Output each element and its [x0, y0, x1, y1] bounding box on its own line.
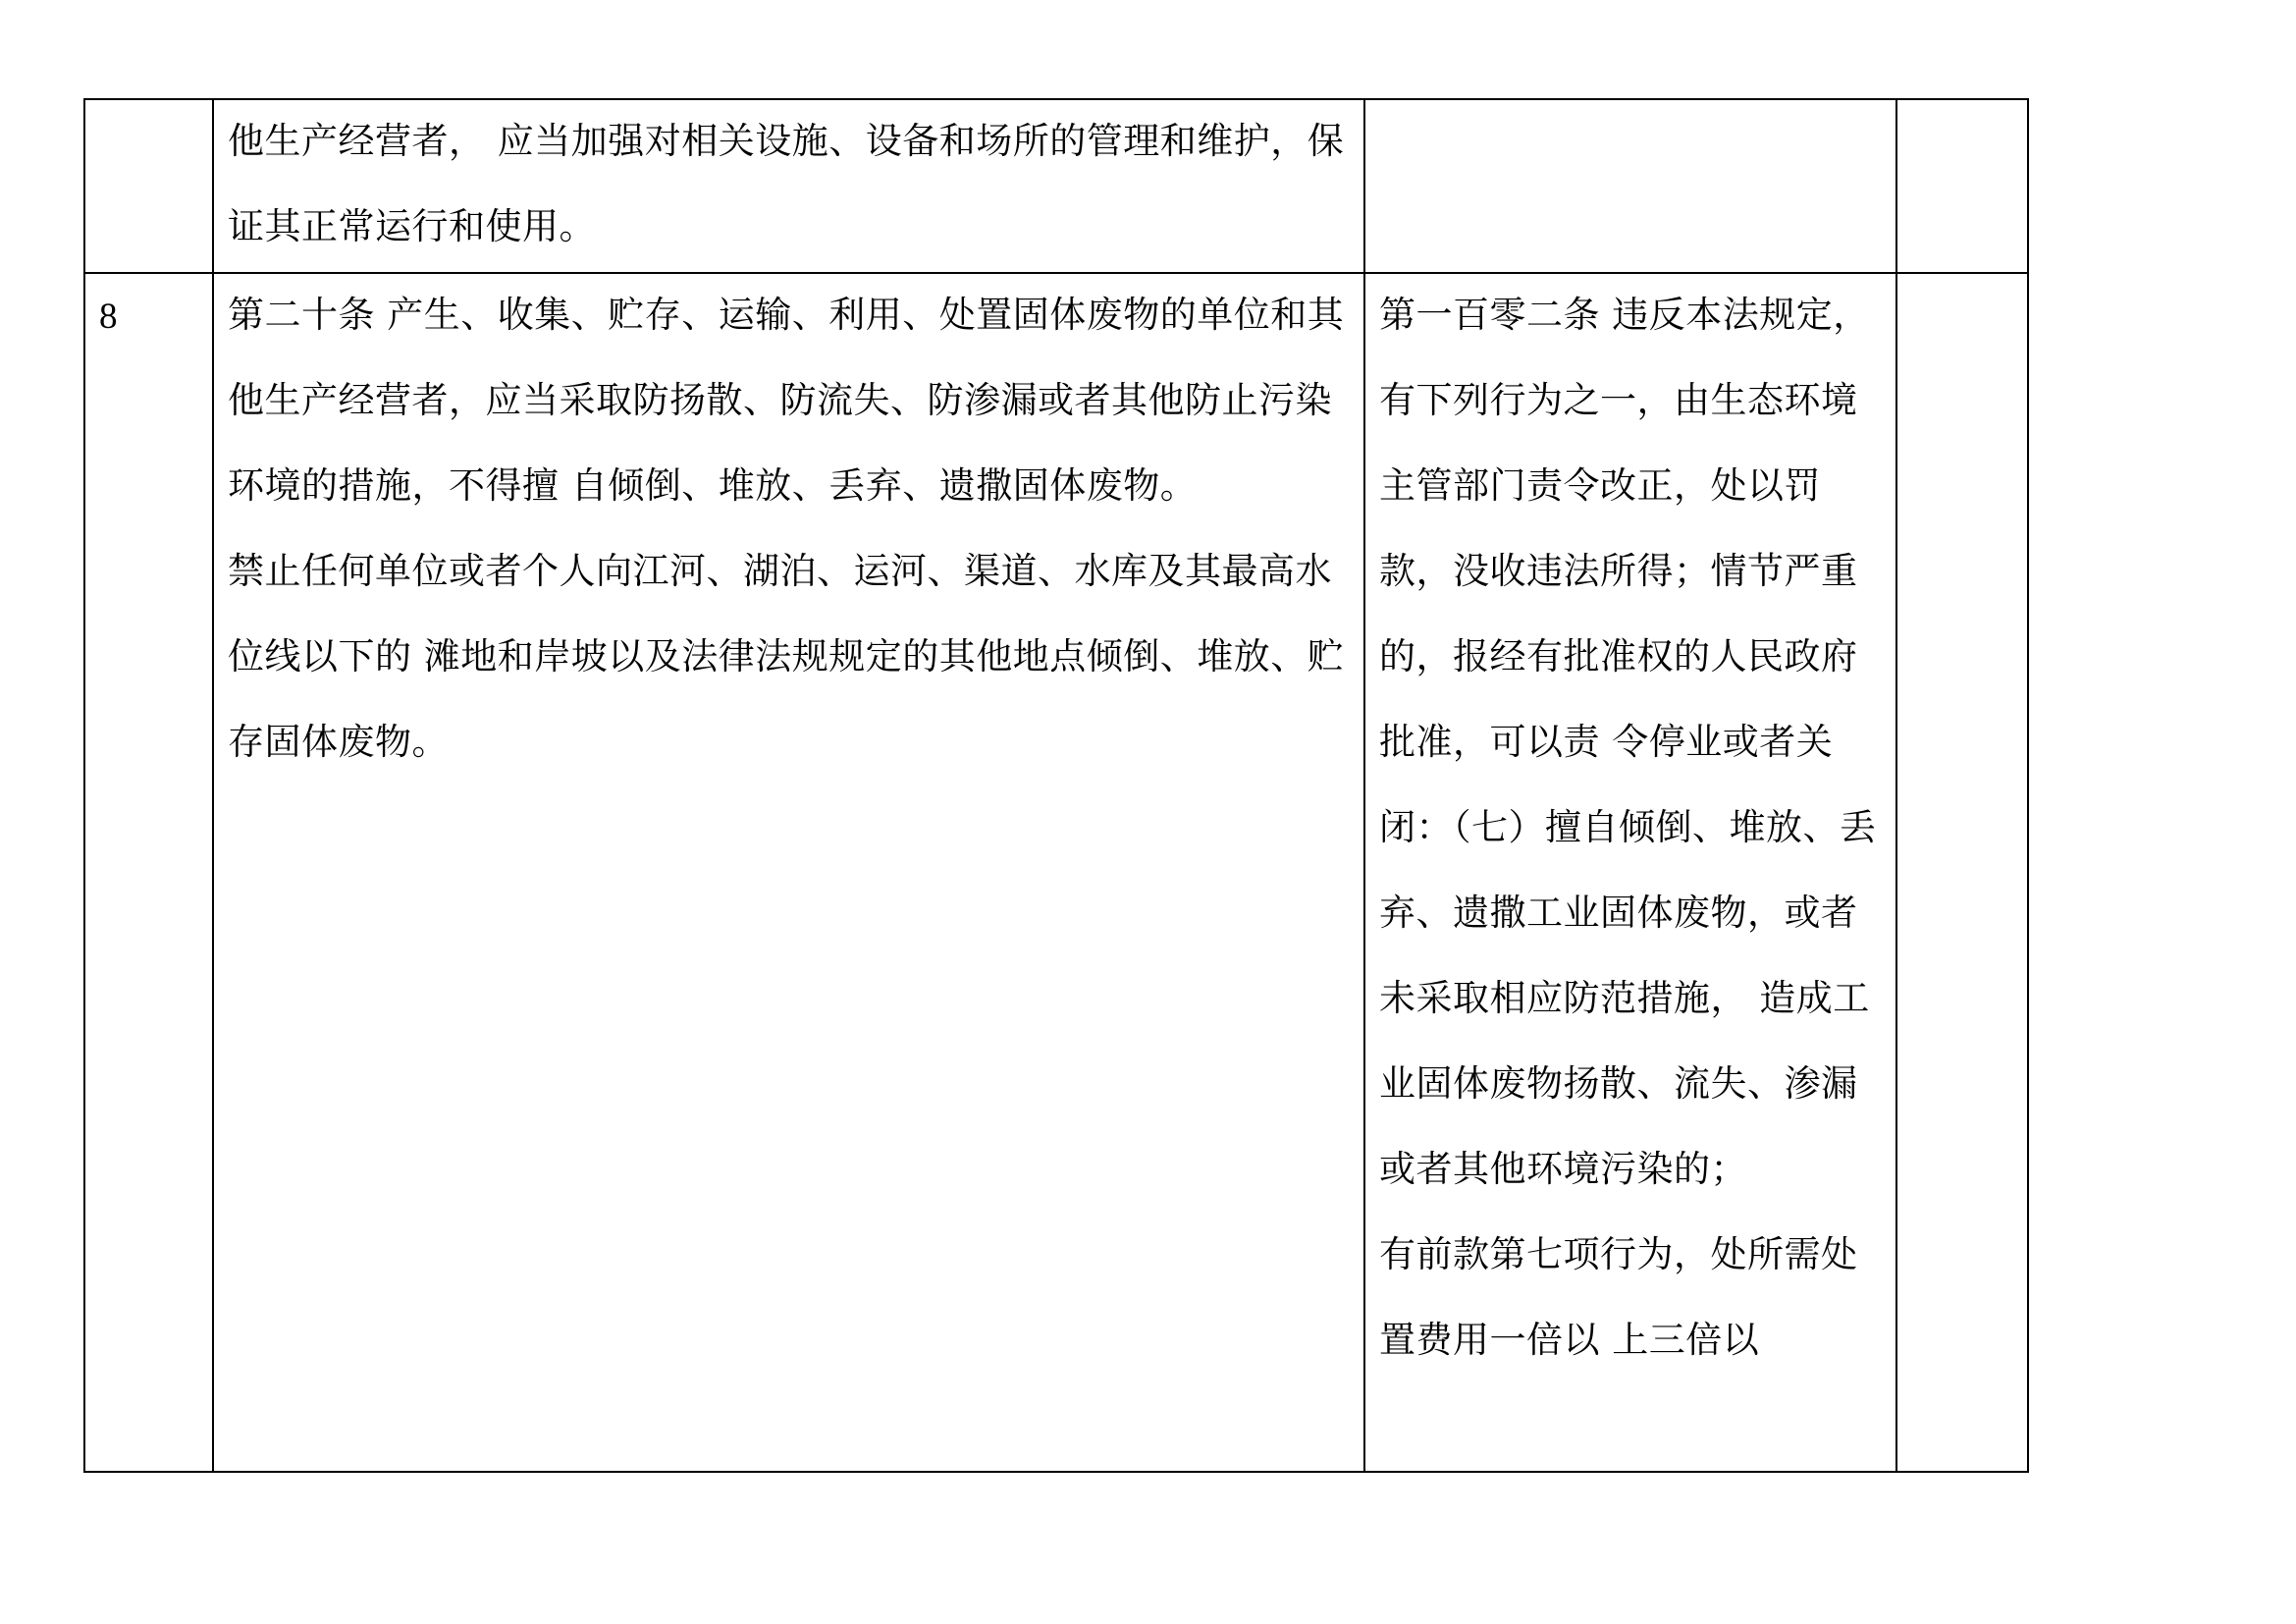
table-row	[84, 273, 2028, 1472]
article-paragraph: 禁止任何单位或者个人向江河、湖泊、运河、渠道、水库及其最高水位线以下的 滩地和岸坡以及法律法规规定的其他地点倾倒、堆放、贮存固体废物。	[228, 550, 1345, 763]
notes-cell	[1896, 99, 2028, 273]
row-number: 8	[99, 297, 118, 337]
penalty-paragraph: 有前款第七项行为，处所需处置费用一倍以 上三倍以	[1379, 1233, 1858, 1361]
notes-cell	[1896, 273, 2028, 1472]
article-paragraph: 他生产经营者， 应当加强对相关设施、设备和场所的管理和维护，保证其正常运行和使用。	[228, 120, 1345, 247]
penalty-paragraph: 第一百零二条 违反本法规定，有下列行为之一，由生态环境主管部门责令改正，处以罚款，没收违法所得；情节严重的，报经有批准权的人民政府批准，可以责 令停业或者关闭：（七）擅自倾倒、堆放、丢弃、遗撒工业固体废物，或者未采取相应防范措施， 造成工业固体废物扬散、流失、渗漏或者其他环境污染的；	[1379, 294, 1877, 1190]
penalty-cell	[1364, 99, 1896, 273]
penalty-cell	[1364, 273, 1896, 1472]
article-paragraph: 第二十条 产生、收集、贮存、运输、利用、处置固体废物的单位和其他生产经营者，应当采取防扬散、防流失、防渗漏或者其他防止污染环境的措施，不得擅 自倾倒、堆放、丢弃、遗撒固体废物。	[228, 294, 1345, 507]
number-cell	[84, 273, 213, 1472]
article-cell	[213, 99, 1364, 273]
table-row	[84, 99, 2028, 273]
number-cell	[84, 99, 213, 273]
article-cell	[213, 273, 1364, 1472]
regulation-table	[83, 98, 2029, 1473]
